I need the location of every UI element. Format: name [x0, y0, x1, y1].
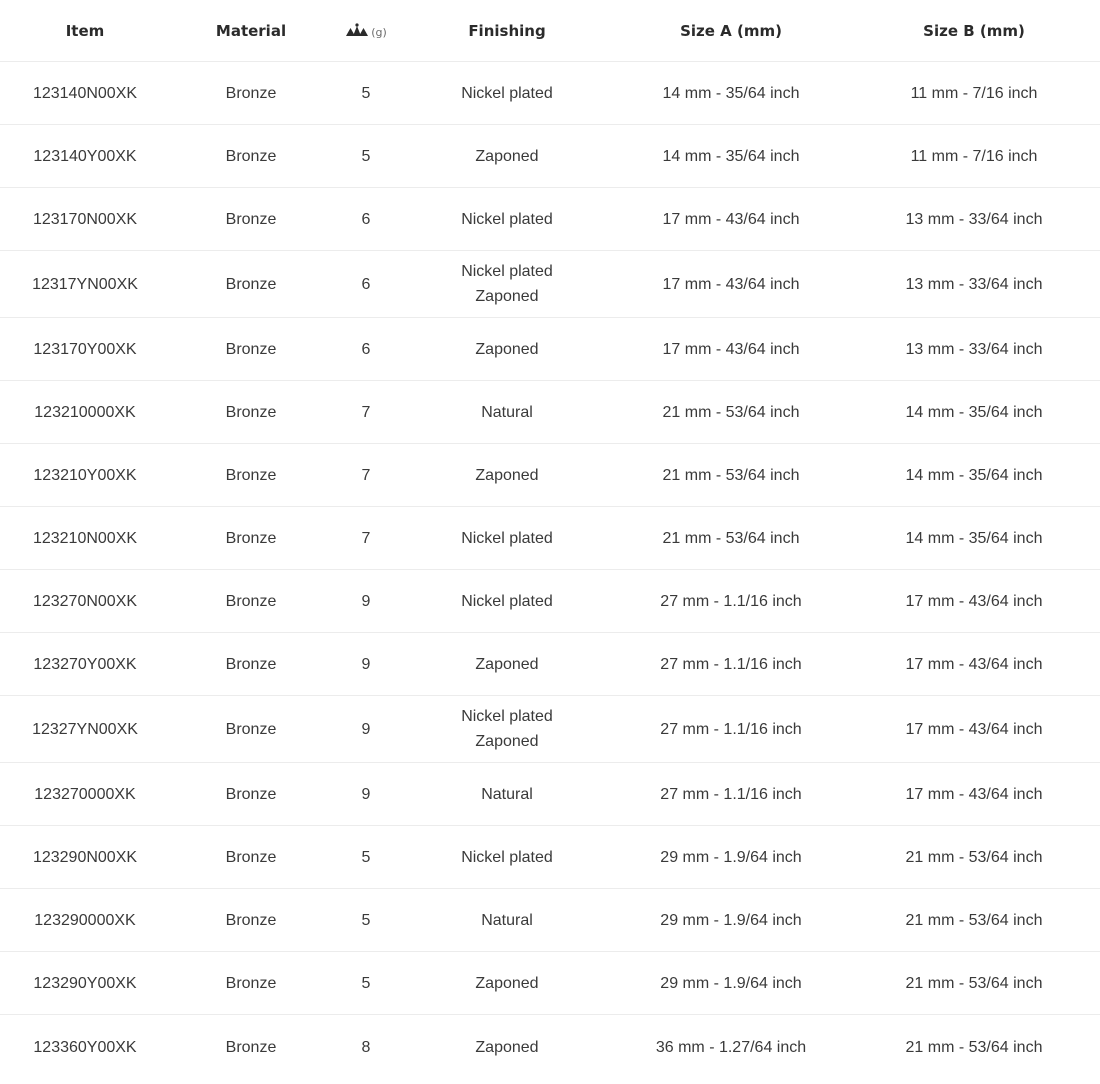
- finishing-value: Natural: [481, 911, 533, 929]
- cell-finishing: [400, 507, 614, 570]
- cell-item: 12327YN00XK: [0, 696, 170, 763]
- cell-weight: 9: [332, 696, 400, 763]
- cell-finishing: [400, 251, 614, 318]
- finishing-value: Natural: [481, 785, 533, 803]
- cell-size-a: 27 mm - 1.1/16 inch: [614, 633, 848, 696]
- finishing-value: Nickel plated: [461, 592, 553, 610]
- cell-weight: 5: [332, 125, 400, 188]
- header-size-a[interactable]: Size A (mm): [614, 0, 848, 62]
- cell-item: 123270Y00XK: [0, 633, 170, 696]
- cell-item: 12317YN00XK: [0, 251, 170, 318]
- cell-size-b: 17 mm - 43/64 inch: [848, 633, 1100, 696]
- cell-item: 123290Y00XK: [0, 952, 170, 1015]
- finishing-value: Zaponed: [475, 466, 539, 484]
- header-size-b[interactable]: Size B (mm): [848, 0, 1100, 62]
- cell-weight: 5: [332, 889, 400, 952]
- cell-weight: 6: [332, 318, 400, 381]
- cell-size-b: 14 mm - 35/64 inch: [848, 444, 1100, 507]
- cell-size-a: 29 mm - 1.9/64 inch: [614, 826, 848, 889]
- table-header: [0, 0, 1100, 62]
- cell-finishing: [400, 1015, 614, 1080]
- table-row[interactable]: [0, 188, 1100, 251]
- cell-material: Bronze: [170, 633, 332, 696]
- cell-material: Bronze: [170, 251, 332, 318]
- cell-material: Bronze: [170, 381, 332, 444]
- cell-finishing: [400, 633, 614, 696]
- cell-material: Bronze: [170, 570, 332, 633]
- finishing-value: Nickel plated: [461, 708, 553, 725]
- cell-item: 123140Y00XK: [0, 125, 170, 188]
- cell-size-b: 13 mm - 33/64 inch: [848, 318, 1100, 381]
- cell-size-a: 21 mm - 53/64 inch: [614, 444, 848, 507]
- cell-size-b: 11 mm - 7/16 inch: [848, 125, 1100, 188]
- cell-size-a: 21 mm - 53/64 inch: [614, 381, 848, 444]
- finishing-value: Zaponed: [475, 147, 539, 165]
- header-item[interactable]: Item: [0, 0, 170, 62]
- finishing-value: Nickel plated: [461, 210, 553, 228]
- cell-finishing: [400, 444, 614, 507]
- table-row[interactable]: [0, 62, 1100, 125]
- cell-weight: 5: [332, 952, 400, 1015]
- cell-material: Bronze: [170, 889, 332, 952]
- cell-weight: 6: [332, 251, 400, 318]
- cell-finishing: [400, 763, 614, 826]
- cell-weight: 6: [332, 188, 400, 251]
- finishing-value: Zaponed: [475, 655, 539, 673]
- cell-size-a: 17 mm - 43/64 inch: [614, 251, 848, 318]
- cell-size-a: 14 mm - 35/64 inch: [614, 62, 848, 125]
- cell-weight: 9: [332, 570, 400, 633]
- finishing-value: Natural: [481, 403, 533, 421]
- cell-size-a: 29 mm - 1.9/64 inch: [614, 952, 848, 1015]
- table-row[interactable]: [0, 763, 1100, 826]
- table-row[interactable]: [0, 1015, 1100, 1080]
- cell-item: 123270N00XK: [0, 570, 170, 633]
- cell-item: 123170Y00XK: [0, 318, 170, 381]
- cell-size-b: 13 mm - 33/64 inch: [848, 188, 1100, 251]
- table-row[interactable]: [0, 633, 1100, 696]
- cell-size-a: 17 mm - 43/64 inch: [614, 318, 848, 381]
- cell-size-b: 21 mm - 53/64 inch: [848, 952, 1100, 1015]
- table-row[interactable]: [0, 444, 1100, 507]
- cell-weight: 9: [332, 763, 400, 826]
- finishing-value: Zaponed: [475, 288, 539, 305]
- header-finishing[interactable]: Finishing: [400, 0, 614, 62]
- finishing-value: Nickel plated: [461, 529, 553, 547]
- cell-size-a: 14 mm - 35/64 inch: [614, 125, 848, 188]
- cell-weight: 9: [332, 633, 400, 696]
- cell-size-b: 14 mm - 35/64 inch: [848, 507, 1100, 570]
- cell-size-a: 27 mm - 1.1/16 inch: [614, 570, 848, 633]
- cell-finishing: [400, 188, 614, 251]
- cell-size-a: 17 mm - 43/64 inch: [614, 188, 848, 251]
- cell-item: 123290000XK: [0, 889, 170, 952]
- cell-item: 123210Y00XK: [0, 444, 170, 507]
- table-row[interactable]: [0, 251, 1100, 318]
- table-row[interactable]: [0, 570, 1100, 633]
- weight-scale-icon: [345, 23, 369, 37]
- cell-item: 123210N00XK: [0, 507, 170, 570]
- cell-finishing: [400, 952, 614, 1015]
- table-row[interactable]: [0, 952, 1100, 1015]
- cell-item: 123360Y00XK: [33, 1038, 137, 1056]
- cell-material: Bronze: [170, 826, 332, 889]
- cell-material: Bronze: [225, 1038, 277, 1056]
- cell-weight: 7: [332, 381, 400, 444]
- cell-size-b: 21 mm - 53/64 inch: [848, 889, 1100, 952]
- cell-material: Bronze: [170, 62, 332, 125]
- cell-size-b: 14 mm - 35/64 inch: [848, 381, 1100, 444]
- table-row[interactable]: [0, 696, 1100, 763]
- table-row[interactable]: [0, 125, 1100, 188]
- header-material[interactable]: Material: [170, 0, 332, 62]
- cell-material: Bronze: [170, 125, 332, 188]
- cell-finishing: [400, 889, 614, 952]
- cell-size-a: 27 mm - 1.1/16 inch: [614, 696, 848, 763]
- cell-size-a: 29 mm - 1.9/64 inch: [614, 889, 848, 952]
- cell-item: 123210000XK: [0, 381, 170, 444]
- finishing-value: Nickel plated: [461, 84, 553, 102]
- finishing-value: Zaponed: [475, 340, 539, 358]
- finishing-value: Zaponed: [475, 974, 539, 992]
- cell-finishing: [400, 125, 614, 188]
- cell-weight: 8: [361, 1038, 371, 1056]
- finishing-value: Nickel plated: [461, 263, 553, 280]
- table-body: [0, 62, 1100, 1080]
- cell-size-b: 11 mm - 7/16 inch: [848, 62, 1100, 125]
- cell-finishing: [400, 826, 614, 889]
- cell-weight: 7: [332, 507, 400, 570]
- cell-finishing: [400, 318, 614, 381]
- cell-weight: 7: [332, 444, 400, 507]
- finishing-value: Zaponed: [475, 1038, 539, 1056]
- cell-item: 123140N00XK: [0, 62, 170, 125]
- cell-material: Bronze: [170, 763, 332, 826]
- cell-weight: 5: [332, 826, 400, 889]
- cell-material: Bronze: [170, 444, 332, 507]
- table-row[interactable]: [0, 318, 1100, 381]
- cell-size-b: 21 mm - 53/64 inch: [848, 826, 1100, 889]
- table-row[interactable]: [0, 381, 1100, 444]
- cell-item: 123170N00XK: [0, 188, 170, 251]
- cell-size-b: 17 mm - 43/64 inch: [848, 570, 1100, 633]
- cell-size-b: 13 mm - 33/64 inch: [848, 251, 1100, 318]
- cell-size-a: 21 mm - 53/64 inch: [614, 507, 848, 570]
- cell-material: Bronze: [170, 318, 332, 381]
- weight-unit-label: (g): [371, 25, 387, 39]
- table-row[interactable]: [0, 889, 1100, 952]
- finishing-value: Nickel plated: [461, 848, 553, 866]
- cell-finishing: [400, 381, 614, 444]
- header-row: [0, 0, 1100, 62]
- table-row[interactable]: [0, 507, 1100, 570]
- table-row[interactable]: [0, 826, 1100, 889]
- cell-size-b: 17 mm - 43/64 inch: [848, 696, 1100, 763]
- cell-material: Bronze: [170, 696, 332, 763]
- cell-item: 123290N00XK: [0, 826, 170, 889]
- cell-material: Bronze: [170, 188, 332, 251]
- cell-item: 123270000XK: [0, 763, 170, 826]
- cell-size-a: 36 mm - 1.27/64 inch: [655, 1038, 807, 1056]
- cell-size-b: 21 mm - 53/64 inch: [905, 1038, 1043, 1056]
- cell-size-a: 27 mm - 1.1/16 inch: [614, 763, 848, 826]
- cell-finishing: [400, 570, 614, 633]
- cell-material: Bronze: [170, 507, 332, 570]
- cell-material: Bronze: [170, 952, 332, 1015]
- cell-finishing: [400, 62, 614, 125]
- header-weight[interactable]: [332, 0, 400, 62]
- cell-weight: 5: [332, 62, 400, 125]
- finishing-value: Zaponed: [475, 733, 539, 750]
- cell-size-b: 17 mm - 43/64 inch: [848, 763, 1100, 826]
- cell-finishing: [400, 696, 614, 763]
